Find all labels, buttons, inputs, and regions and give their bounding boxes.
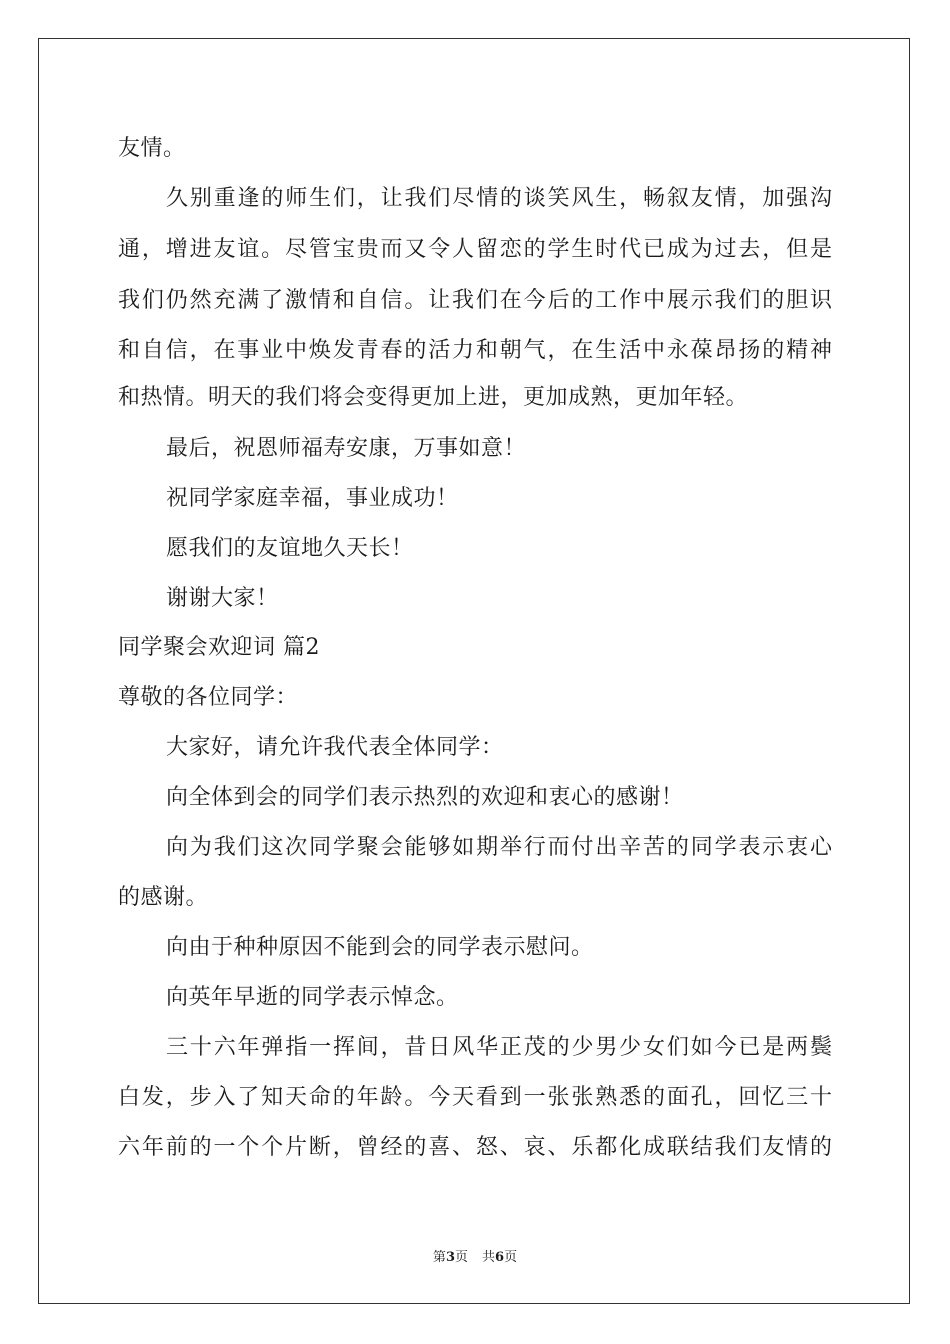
text-line: 向全体到会的同学们表示热烈的欢迎和衷心的感谢！ bbox=[166, 785, 684, 810]
text-line: 和热情。明天的我们将会变得更加上进，更加成熟，更加年轻。 bbox=[118, 385, 749, 410]
text-line: 向为我们这次同学聚会能够如期举行而付出辛苦的同学表示衷心 bbox=[166, 835, 832, 860]
text-line: 的感谢。 bbox=[118, 885, 209, 910]
current-page-number: 3 bbox=[445, 1250, 455, 1265]
text-line: 和自信，在事业中焕发青春的活力和朝气，在生活中永葆昂扬的精神 bbox=[118, 338, 832, 363]
text-line: 尊敬的各位同学： bbox=[118, 685, 299, 710]
text-line: 久别重逢的师生们，让我们尽情的谈笑风生，畅叙友情，加强沟 bbox=[166, 186, 832, 211]
text-line: 白发，步入了知天命的年龄。今天看到一张张熟悉的面孔，回忆三十 bbox=[118, 1085, 832, 1110]
text-line: 祝同学家庭幸福，事业成功！ bbox=[166, 486, 459, 511]
text-line: 向由于种种原因不能到会的同学表示慰问。 bbox=[166, 935, 594, 960]
text-line: 我们仍然充满了激情和自信。让我们在今后的工作中展示我们的胆识 bbox=[118, 288, 832, 313]
text-line: 向英年早逝的同学表示悼念。 bbox=[166, 985, 459, 1010]
section-heading: 同学聚会欢迎词 篇2 bbox=[118, 635, 320, 660]
text-line: 友情。 bbox=[118, 136, 186, 161]
text-line: 六年前的一个个片断，曾经的喜、怒、哀、乐都化成联结我们友情的 bbox=[118, 1135, 832, 1160]
page-border bbox=[38, 38, 910, 1304]
total-page-number: 6 bbox=[495, 1250, 505, 1265]
page-prefix: 第 bbox=[432, 1250, 446, 1265]
total-suffix: 页 bbox=[504, 1250, 518, 1265]
page-suffix: 页 bbox=[454, 1250, 468, 1265]
text-line: 大家好，请允许我代表全体同学： bbox=[166, 735, 504, 760]
text-line: 最后，祝恩师福寿安康，万事如意！ bbox=[166, 436, 527, 461]
text-line: 愿我们的友谊地久天长！ bbox=[166, 536, 414, 561]
text-line: 通，增进友谊。尽管宝贵而又令人留恋的学生时代已成为过去，但是 bbox=[118, 237, 832, 262]
page-footer bbox=[0, 1250, 950, 1266]
total-prefix: 共 bbox=[482, 1250, 496, 1265]
text-line: 谢谢大家！ bbox=[166, 586, 279, 611]
text-line: 三十六年弹指一挥间，昔日风华正茂的少男少女们如今已是两鬓 bbox=[166, 1035, 832, 1060]
